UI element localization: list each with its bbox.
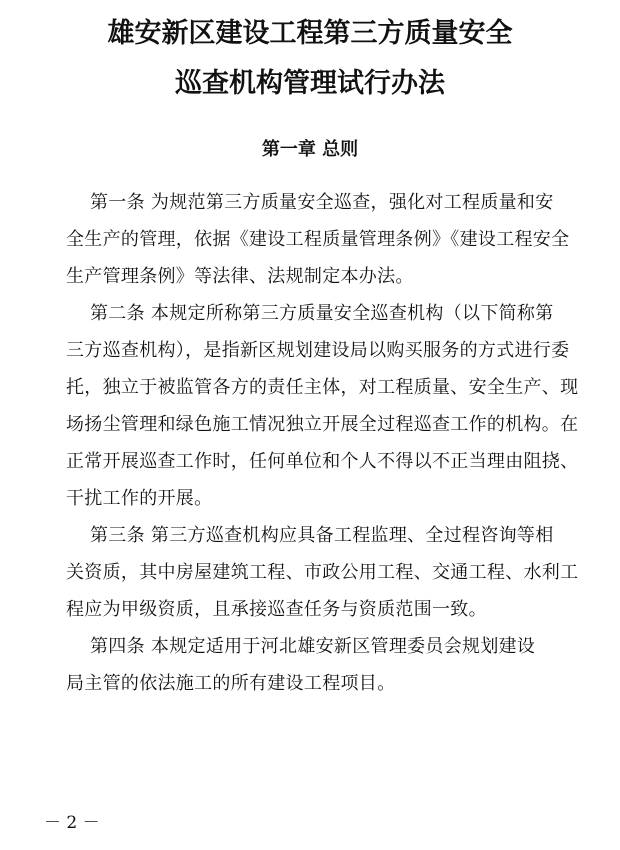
article-line: 关资质，其中房屋建筑工程、市政公用工程、交通工程、水利工 <box>66 562 579 583</box>
article-line: 第三条 第三方巡查机构应具备工程监理、全过程咨询等相 <box>90 525 554 546</box>
article-2 <box>66 295 582 517</box>
article-3 <box>66 517 582 628</box>
document-title-line-1: 雄安新区建设工程第三方质量安全 <box>107 18 513 49</box>
chapter-heading: 第一章 总则 <box>261 139 359 160</box>
article-line: 程应为甲级资质，且承接巡查任务与资质范围一致。 <box>66 599 487 620</box>
article-line: 第四条 本规定适用于河北雄安新区管理委员会规划建设 <box>90 636 536 657</box>
article-line: 局主管的依法施工的所有建设工程项目。 <box>66 673 396 694</box>
article-line: 干扰工作的开展。 <box>66 488 213 509</box>
article-line: 全生产的管理，依据《建设工程质量管理条例》《建设工程安全 <box>66 229 570 250</box>
article-1 <box>66 184 582 295</box>
article-line: 托，独立于被监管各方的责任主体，对工程质量、安全生产、现 <box>66 377 579 398</box>
article-4 <box>66 628 582 702</box>
article-line: 生产管理条例》等法律、法规制定本办法。 <box>66 266 414 287</box>
article-line: 三方巡查机构），是指新区规划建设局以购买服务的方式进行委 <box>66 340 570 361</box>
article-line: 场扬尘管理和绿色施工情况独立开展全过程巡查工作的机构。在 <box>66 414 579 435</box>
document-title-line-2: 巡查机构管理试行办法 <box>175 68 445 99</box>
article-line: 第一条 为规范第三方质量安全巡查，强化对工程质量和安 <box>90 192 554 213</box>
article-line: 第二条 本规定所称第三方质量安全巡查机构（以下简称第 <box>90 303 554 324</box>
page-number: － 2 － <box>44 813 100 833</box>
article-line: 正常开展巡查工作时，任何单位和个人不得以不正当理由阻挠、 <box>66 451 579 472</box>
